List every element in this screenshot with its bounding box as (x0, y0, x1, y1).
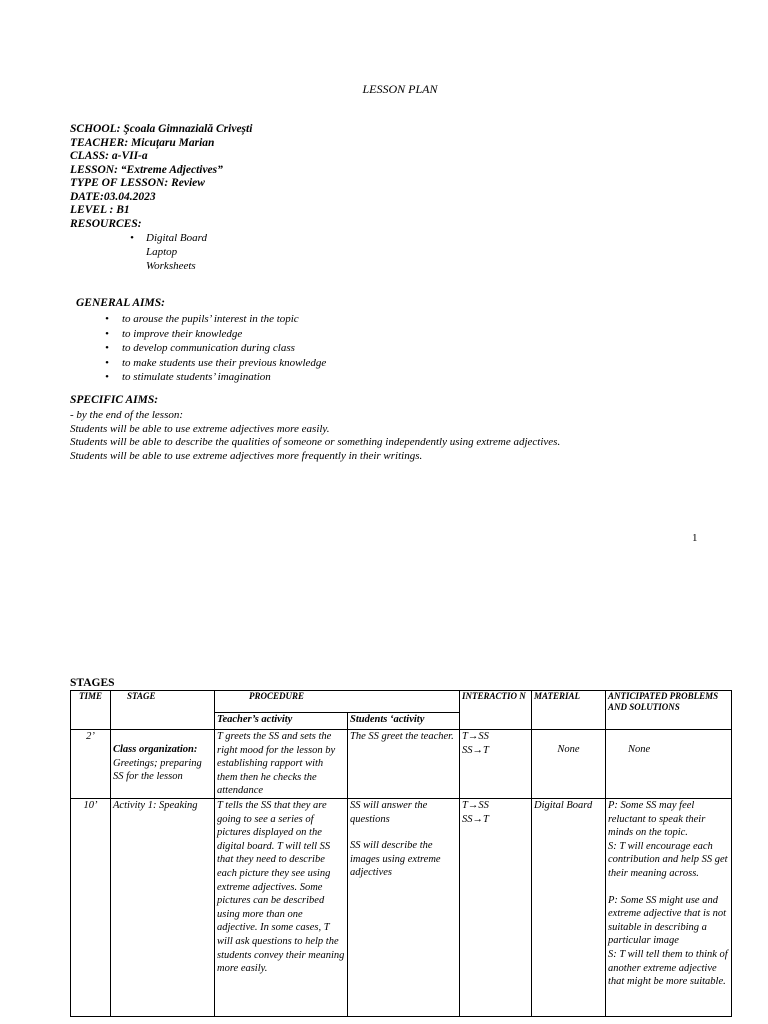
problem-text: P: Some SS might use and extreme adjective that is not suitable in describing a particular image (608, 894, 727, 947)
lesson-stages-table (70, 690, 732, 1017)
general-aims-title: GENERAL AIMS: (76, 297, 165, 309)
specific-aim-line: Students will be able to use extreme adjectives more frequently in their writings. (70, 449, 423, 462)
row-students-activity (348, 730, 460, 799)
students-activity-text: The SS greet the teacher. (350, 731, 454, 742)
header-stage: STAGE (111, 691, 215, 730)
row-interaction (460, 798, 532, 1016)
info-resources-label: RESOURCES: (70, 217, 142, 230)
table-row (71, 798, 732, 1016)
specific-aim-line: Students will be able to use extreme adjectives more easily. (70, 422, 330, 435)
stage-title: Class organization: (113, 744, 198, 755)
students-activity-text: SS will describe the images using extreme adjectives (350, 840, 441, 879)
row-time: 10’ (71, 798, 111, 1016)
table-row (71, 730, 732, 799)
general-aim-item: to improve their knowledge (122, 327, 243, 340)
info-class: CLASS: a-VII-a (70, 150, 148, 162)
solution-text: S: T will tell them to think of another extreme adjective that might be more suitable. (608, 948, 728, 988)
stages-title: STAGES (70, 677, 115, 689)
page-number: 1 (692, 532, 698, 544)
resource-item: Digital Board (146, 232, 208, 244)
row-time: 2’ (71, 730, 111, 799)
info-lesson: LESSON: “Extreme Adjectives” (70, 163, 223, 176)
info-school: SCHOOL: Şcoala Gimnazială Crivești (70, 123, 253, 135)
table-header-row (71, 691, 732, 713)
resource-item: Laptop (146, 246, 178, 258)
row-material: Digital Board (532, 798, 606, 1016)
info-type: TYPE OF LESSON: Review (70, 177, 205, 189)
header-procedure: PROCEDURE (215, 691, 460, 713)
general-aim-item: to develop communication during class (122, 342, 295, 354)
stage-title: Activity 1: Speaking (113, 799, 198, 811)
lesson-info (70, 123, 252, 231)
header-teacher-activity: Teacher’s activity (215, 713, 348, 730)
header-material: MATERIAL (532, 691, 606, 730)
row-stage (111, 730, 215, 799)
info-teacher: TEACHER: Micuțaru Marian (70, 136, 215, 149)
bullet-icon: • (130, 232, 134, 244)
specific-aim-line: Students will be able to describe the qualities of someone or something independently using extreme adjectives. (70, 436, 561, 448)
row-teacher-activity: T greets the SS and sets the right mood for the lesson by establishing rapport with them then he checks the attendance (215, 730, 348, 799)
general-aim-item: to stimulate students’ imagination (122, 371, 271, 383)
row-stage (111, 798, 215, 1016)
material-text: None (557, 744, 580, 755)
bullet-icon: • (105, 313, 109, 325)
info-date: DATE:03.04.2023 (70, 190, 156, 203)
stage-description: Greetings; preparing SS for the lesson (113, 757, 202, 783)
solution-text: S: T will encourage each contribution and help SS get their meaning across. (608, 840, 728, 879)
specific-aim-line: - by the end of the lesson: (70, 409, 184, 421)
document-title: LESSON PLAN (362, 82, 438, 96)
specific-aims-text (70, 409, 560, 463)
students-activity-text: SS will answer the questions (350, 799, 428, 825)
specific-aims-title: SPECIFIC AIMS: (70, 394, 159, 406)
row-material (532, 730, 606, 799)
bullet-icon: • (105, 342, 109, 354)
info-level: LEVEL : B1 (70, 204, 130, 216)
interaction-line: T→SS (462, 731, 489, 742)
row-teacher-activity: T tells the SS that they are going to see a series of pictures displayed on the digital board. T will tell SS that they need to describe each picture they see using extreme adjectives. Some pictures can be described using more than one adjective. In some cases, T will ask questions to help the students convey their meaning more easily. (215, 798, 348, 1016)
problem-text: None (628, 744, 651, 755)
general-aim-item: to make students use their previous knowledge (122, 356, 327, 369)
interaction-line: SS→T (462, 813, 489, 825)
row-interaction (460, 730, 532, 799)
header-interaction: INTERACTIO N (460, 691, 532, 730)
resource-item: Worksheets (146, 260, 196, 272)
bullet-icon: • (105, 327, 109, 340)
general-aim-item: to arouse the pupils’ interest in the topic (122, 313, 299, 325)
header-problems: ANTICIPATED PROBLEMS AND SOLUTIONS (606, 691, 732, 730)
problem-text: P: Some SS may feel reluctant to speak their minds on the topic. (608, 799, 706, 839)
row-problems (606, 798, 732, 1016)
interaction-line: T→SS (462, 799, 489, 811)
row-students-activity (348, 798, 460, 1016)
header-time: TIME (71, 691, 111, 730)
bullet-icon: • (105, 371, 109, 383)
header-students-activity: Students ‘activity (348, 713, 460, 730)
bullet-icon: • (105, 356, 109, 369)
row-problems (606, 730, 732, 799)
interaction-line: SS→T (462, 744, 489, 756)
